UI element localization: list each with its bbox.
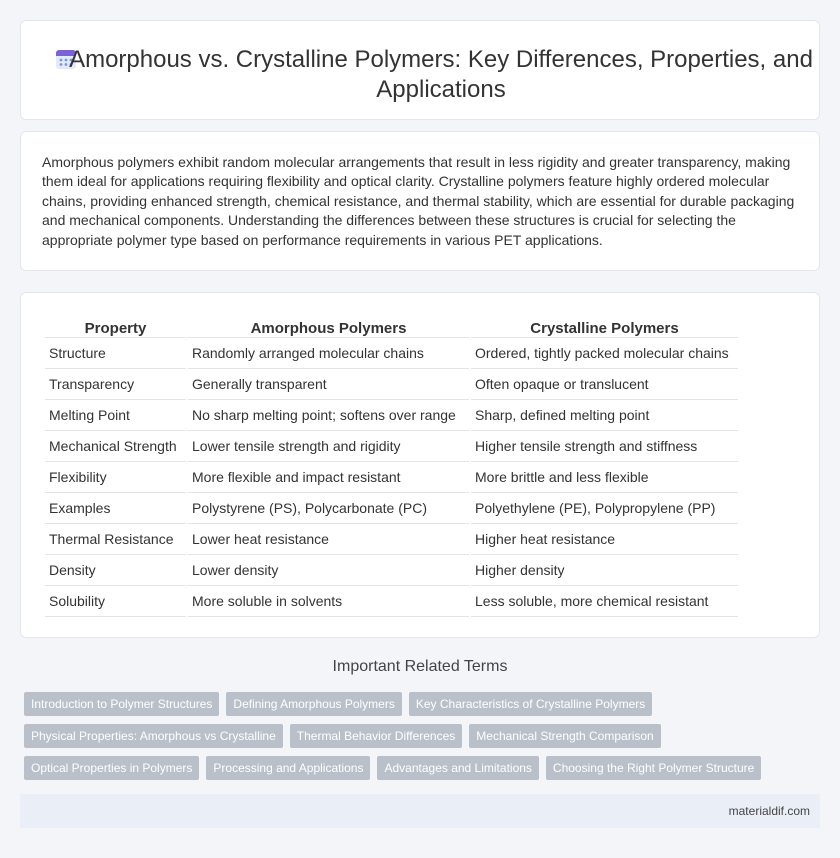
title-card (20, 20, 820, 120)
table-row (45, 431, 738, 462)
tag-link[interactable]: Thermal Behavior Differences (290, 724, 463, 748)
comparison-table (43, 314, 740, 617)
cell-property: Examples (45, 493, 186, 524)
cell-amorphous: Lower density (188, 555, 469, 586)
cell-crystalline: Less soluble, more chemical resistant (471, 586, 738, 617)
tag-link[interactable]: Key Characteristics of Crystalline Polymers (409, 692, 652, 716)
tag-row (24, 724, 824, 748)
cell-crystalline: Sharp, defined melting point (471, 400, 738, 431)
cell-crystalline: Often opaque or translucent (471, 369, 738, 400)
cell-crystalline: Ordered, tightly packed molecular chains (471, 338, 738, 369)
tag-link[interactable]: Introduction to Polymer Structures (24, 692, 219, 716)
table-row (45, 400, 738, 431)
cell-amorphous: More flexible and impact resistant (188, 462, 469, 493)
footer-site-link[interactable]: materialdif.com (728, 804, 810, 818)
cell-crystalline: Higher density (471, 555, 738, 586)
cell-property: Thermal Resistance (45, 524, 186, 555)
table-row (45, 493, 738, 524)
cell-amorphous: No sharp melting point; softens over range (188, 400, 469, 431)
cell-amorphous: Lower heat resistance (188, 524, 469, 555)
table-row (45, 524, 738, 555)
cell-amorphous: Lower tensile strength and rigidity (188, 431, 469, 462)
cell-amorphous: More soluble in solvents (188, 586, 469, 617)
cell-amorphous: Generally transparent (188, 369, 469, 400)
cell-property: Density (45, 555, 186, 586)
cell-property: Solubility (45, 586, 186, 617)
tag-row (24, 756, 824, 780)
header-crystalline: Crystalline Polymers (471, 314, 738, 338)
tag-link[interactable]: Advantages and Limitations (377, 756, 538, 780)
table-row (45, 462, 738, 493)
header-amorphous: Amorphous Polymers (188, 314, 469, 338)
tag-link[interactable]: Physical Properties: Amorphous vs Crystalline (24, 724, 283, 748)
tag-link[interactable]: Defining Amorphous Polymers (226, 692, 401, 716)
table-row (45, 555, 738, 586)
page-title: Amorphous vs. Crystalline Polymers: Key Differences, Properties, and Applications (69, 46, 813, 103)
comparison-card (20, 292, 820, 638)
table-row (45, 369, 738, 400)
cell-crystalline: More brittle and less flexible (471, 462, 738, 493)
table-header-row (45, 314, 738, 338)
table-row (45, 338, 738, 369)
related-terms-heading: Important Related Terms (332, 658, 508, 675)
cell-amorphous: Randomly arranged molecular chains (188, 338, 469, 369)
cell-property: Transparency (45, 369, 186, 400)
tag-link[interactable]: Choosing the Right Polymer Structure (546, 756, 761, 780)
cell-crystalline: Higher tensile strength and stiffness (471, 431, 738, 462)
cell-property: Mechanical Strength (45, 431, 186, 462)
cell-property: Flexibility (45, 462, 186, 493)
cell-property: Melting Point (45, 400, 186, 431)
summary-paragraph: Amorphous polymers exhibit random molecular arrangements that result in less rigidity and greater transparency, making them ideal for applications requiring flexibility and optical clarity. Crystalline polymers feature highly ordered molecular chains, providing enhanced strength, chemical resistance, and thermal stability, which are essential for durable packaging and mechanical components. Understanding the differences between these structures is crucial for selecting the appropriate polymer type based on performance requirements in various PET applications. (42, 154, 795, 248)
tag-link[interactable]: Mechanical Strength Comparison (469, 724, 660, 748)
cell-amorphous: Polystyrene (PS), Polycarbonate (PC) (188, 493, 469, 524)
cell-crystalline: Polyethylene (PE), Polypropylene (PP) (471, 493, 738, 524)
cell-crystalline: Higher heat resistance (471, 524, 738, 555)
header-property: Property (45, 314, 186, 338)
tag-row (24, 692, 824, 716)
table-row (45, 586, 738, 617)
tag-link[interactable]: Processing and Applications (206, 756, 370, 780)
cell-property: Structure (45, 338, 186, 369)
footer (20, 794, 820, 828)
tag-link[interactable]: Optical Properties in Polymers (24, 756, 199, 780)
summary-card (20, 131, 820, 271)
